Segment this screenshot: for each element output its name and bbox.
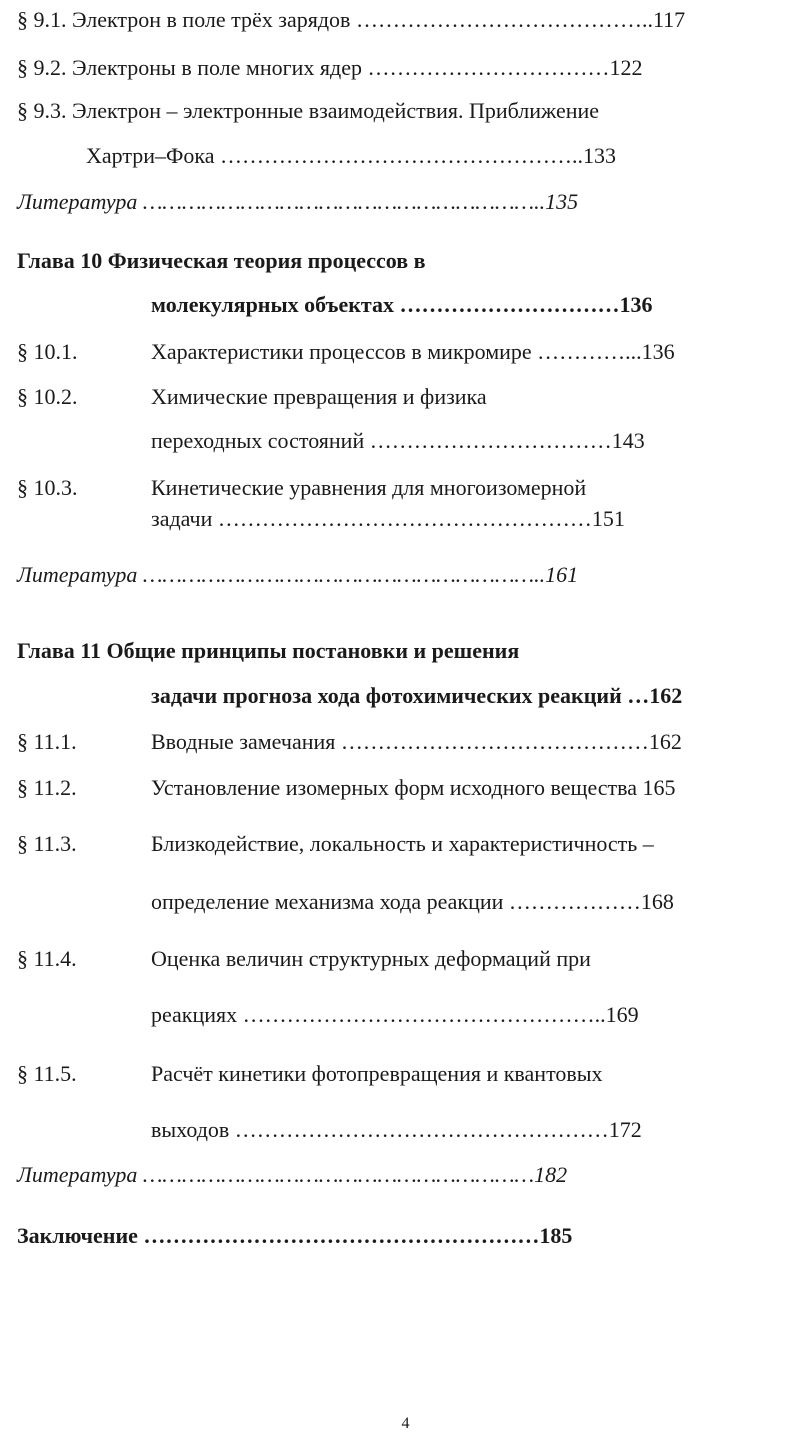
toc-entry-11-3: Близкодействие, локальность и характеристичность – — [151, 831, 654, 856]
toc-num-10-2: § 10.2. — [17, 384, 78, 409]
toc-literature-11: Литература ……………………………………………………182 — [17, 1162, 568, 1187]
toc-entry-10-3: Кинетические уравнения для многоизомерной — [151, 475, 587, 500]
toc-entry-10-2-cont: переходных состояний ……………………………143 — [151, 428, 645, 453]
page-number: 4 — [401, 1415, 410, 1432]
chapter-11-title-cont: задачи прогноза хода фотохимических реакций …162 — [151, 683, 683, 708]
toc-num-11-4: § 11.4. — [17, 946, 77, 971]
toc-num-11-5: § 11.5. — [17, 1061, 77, 1086]
toc-entry-10-3-cont: задачи ……………………………………………151 — [151, 506, 625, 531]
toc-entry-11-4-cont: реакциях …………………………………………..169 — [151, 1002, 639, 1027]
toc-num-11-3: § 11.3. — [17, 831, 77, 856]
toc-entry-10-1: Характеристики процессов в микромире …………...136 — [151, 339, 675, 364]
toc-entry-11-2: Установление изомерных форм исходного вещества 165 — [151, 775, 676, 800]
toc-entry-11-5-cont: выходов ……………………………………………172 — [151, 1117, 642, 1142]
toc-conclusion: Заключение ………………………………………………185 — [17, 1223, 573, 1248]
toc-entry-11-4: Оценка величин структурных деформаций при — [151, 946, 591, 971]
toc-entry-11-3-cont: определение механизма хода реакции ………………168 — [151, 889, 674, 914]
toc-num-11-1: § 11.1. — [17, 729, 77, 754]
chapter-10-title: Глава 10 Физическая теория процессов в — [17, 248, 426, 273]
toc-entry-11-5: Расчёт кинетики фотопревращения и квантовых — [151, 1061, 603, 1086]
toc-num-11-2: § 11.2. — [17, 775, 77, 800]
chapter-11-title: Глава 11 Общие принципы постановки и решения — [17, 638, 520, 663]
toc-num-10-3: § 10.3. — [17, 475, 78, 500]
toc-entry-10-2: Химические превращения и физика — [151, 384, 487, 409]
chapter-10-title-cont: молекулярных объектах …………………………136 — [151, 292, 653, 317]
toc-entry-9-2: § 9.2. Электроны в поле многих ядер ……………………………122 — [17, 55, 643, 80]
toc-literature-9: Литература ……………………………………………………..135 — [17, 189, 579, 214]
toc-entry-9-3-cont: Хартри–Фока …………………………………………..133 — [86, 143, 617, 168]
toc-entry-11-1: Вводные замечания ……………………………………162 — [151, 729, 682, 754]
toc-literature-10: Литература ……………………………………………………..161 — [17, 562, 579, 587]
toc-entry-9-1: § 9.1. Электрон в поле трёх зарядов …………………………………..117 — [17, 7, 686, 32]
toc-num-10-1: § 10.1. — [17, 339, 78, 364]
toc-entry-9-3: § 9.3. Электрон – электронные взаимодействия. Приближение — [17, 98, 600, 123]
